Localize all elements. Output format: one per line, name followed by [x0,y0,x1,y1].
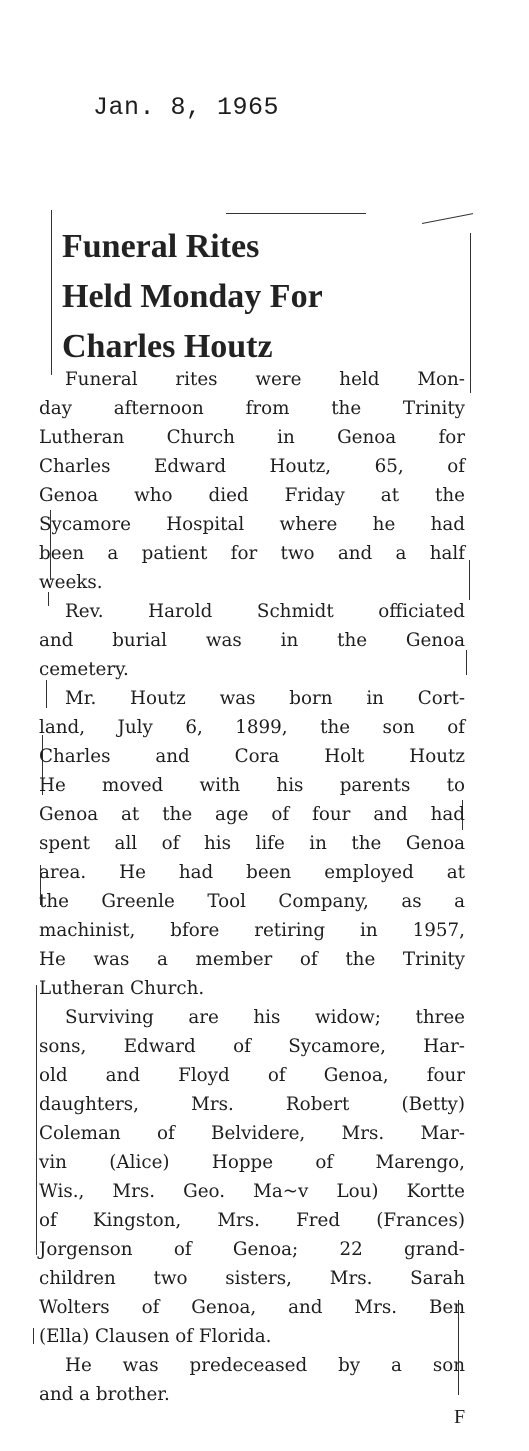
continuation-mark: F [454,1406,466,1428]
headline-line: Held Monday For [62,278,323,315]
text-line: daughters, Mrs. Robert (Betty) [39,1094,465,1115]
text-line: day afternoon from the Trinity [39,398,465,419]
text-line: Funeral rites were held Mon- [65,369,465,390]
text-line: area. He had been employed at [39,862,465,883]
text-line: Sycamore Hospital where he had [39,514,465,535]
text-line: machinist, bfore retiring in 1957, [39,920,465,941]
right-column-rule [470,233,471,393]
text-line: been a patient for two and a half [39,543,465,564]
text-line: (Ella) Clausen of Florida. [39,1326,272,1347]
text-line: Lutheran Church in Genoa for [39,427,465,448]
article-body [39,365,465,1409]
text-line: He was a member of the Trinity [39,949,465,970]
text-line: children two sisters, Mrs. Sarah [39,1268,465,1289]
headline-line: Charles Houtz [62,328,273,365]
text-line: old and Floyd of Genoa, four [39,1065,465,1086]
text-line: Surviving are his widow; three [65,1007,465,1028]
paragraph [39,365,465,597]
text-line: Genoa who died Friday at the [39,485,465,506]
text-line: and a brother. [39,1384,170,1405]
text-line: sons, Edward of Sycamore, Har- [39,1036,465,1057]
text-line: Wis., Mrs. Geo. Ma~v Lou) Kortte [39,1181,465,1202]
clipping-date: Jan. 8, 1965 [93,93,280,122]
text-line: Coleman of Belvidere, Mrs. Mar- [39,1123,465,1144]
text-line: Jorgenson of Genoa; 22 grand- [39,1239,465,1260]
paragraph [39,1003,465,1351]
right-column-rule [469,560,470,600]
top-rule [226,213,366,214]
headline [62,222,462,372]
text-line: Wolters of Genoa, and Mrs. Ben [39,1297,465,1318]
left-column-rule [33,1328,34,1344]
text-line: Genoa at the age of four and had [39,804,465,825]
text-line: Lutheran Church. [39,978,205,999]
left-column-rule [51,210,52,375]
text-line: land, July 6, 1899, the son of [39,717,465,738]
text-line: Charles and Cora Holt Houtz [39,746,465,767]
text-line: He was predeceased by a son [65,1355,465,1376]
text-line: Charles Edward Houtz, 65, of [39,456,465,477]
text-line: the Greenle Tool Company, as a [39,891,465,912]
text-line: of Kingston, Mrs. Fred (Frances) [39,1210,465,1231]
text-line: He moved with his parents to [39,775,465,796]
text-line: weeks. [39,572,103,593]
right-column-rule [466,650,467,675]
text-line: Mr. Houtz was born in Cort- [65,688,465,709]
text-line: and burial was in the Genoa [39,630,465,651]
text-line: Rev. Harold Schmidt officiated [65,601,465,622]
headline-line: Funeral Rites [62,228,260,265]
paragraph [39,597,465,684]
paragraph [39,1351,465,1409]
left-column-rule [36,985,37,1255]
text-line: vin (Alice) Hoppe of Marengo, [39,1152,465,1173]
text-line: cemetery. [39,659,129,680]
paragraph [39,684,465,1003]
text-line: spent all of his life in the Genoa [39,833,465,854]
